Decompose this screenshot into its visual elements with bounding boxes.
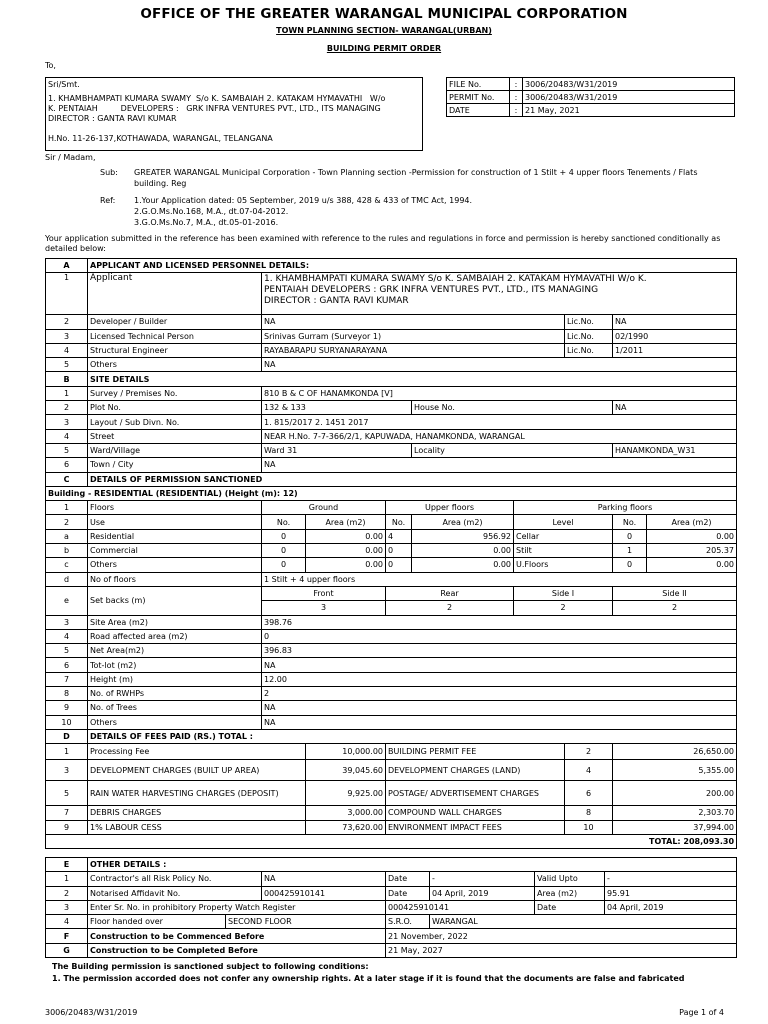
fee-amount: 3,000.00 (306, 806, 386, 820)
row-number: a (46, 529, 88, 543)
rear-value: 2 (386, 601, 514, 615)
road-affected-label: Road affected area (m2) (88, 629, 262, 643)
fee-number: 2 (565, 744, 613, 760)
date-label: Date (386, 886, 430, 900)
others-label: Others (88, 358, 262, 372)
section-letter: E (46, 858, 88, 872)
level-header: Level (514, 515, 613, 529)
conditions-block (52, 961, 684, 985)
area-header: Area (m2) (412, 515, 514, 529)
developer-value: NA (262, 315, 565, 329)
sro-value: WARANGAL (430, 915, 737, 929)
survey-value: 810 B & C OF HANAMKONDA [V] (262, 386, 737, 400)
applicant-value: 1. KHAMBHAMPATI KUMARA SWAMY S/o K. SAMBAIAH 2. KATAKAM HYMAVATHI W/o K. PENTAIAH DEVELOPERS : GRK INFRA VENTURES PVT., LTD., ITS MANAGING DIRECTOR : GANTA RAVI KUMAR (262, 273, 737, 315)
date-label: DATE (447, 104, 510, 117)
ground-no: 0 (262, 544, 306, 558)
side2-header: Side II (613, 586, 737, 600)
ward-label: Ward/Village (88, 443, 262, 457)
layout-value: 1. 815/2017 2. 1451 2017 (262, 415, 737, 429)
technical-person-value: Srinivas Gurram (Surveyor 1) (262, 329, 565, 343)
no-header: No. (613, 515, 647, 529)
fee-label: RAIN WATER HARVESTING CHARGES (DEPOSIT) (88, 781, 306, 806)
height-value: 12.00 (262, 672, 737, 686)
condition-1: 1. The permission accorded does not confer any ownership rights. At a later stage if it is found that the documents are false and fabricated (52, 974, 685, 983)
reference-label: Ref: (100, 196, 116, 205)
conditions-intro: The Building permission is sanctioned subject to following conditions: (52, 962, 369, 971)
side1-header: Side I (514, 586, 613, 600)
order-title: BUILDING PERMIT ORDER (326, 44, 442, 53)
upper-area: 0.00 (412, 558, 514, 572)
row-number: 4 (46, 343, 88, 357)
lic-no-label: Lic.No. (565, 315, 613, 329)
section-letter: C (46, 472, 88, 486)
front-value: 3 (262, 601, 386, 615)
developer-label: Developer / Builder (88, 315, 262, 329)
upper-no: 0 (386, 558, 412, 572)
section-subtitle: TOWN PLANNING SECTION- WARANGAL(URBAN) (276, 26, 492, 35)
fee-amount: 39,045.60 (306, 760, 386, 781)
commence-label: Construction to be Commenced Before (88, 929, 386, 943)
tot-lot-label: Tot-lot (m2) (88, 658, 262, 672)
address-box (45, 77, 423, 151)
area-header: Area (m2) (647, 515, 737, 529)
parking-level: U.Floors (514, 558, 613, 572)
reference-2: 2.G.O.Ms.No.168, M.A., dt.07-04-2012. (134, 207, 289, 216)
fee-amount: 73,620.00 (306, 820, 386, 834)
fee-amount: 10,000.00 (306, 744, 386, 760)
fee-number: 8 (565, 806, 613, 820)
row-number: 2 (46, 886, 88, 900)
fee-label: DEBRIS CHARGES (88, 806, 306, 820)
file-no-value: 3006/20483/W31/2019 (523, 78, 735, 91)
sro-label: S.R.O. (386, 915, 430, 929)
row-number: b (46, 544, 88, 558)
section-title: DETAILS OF PERMISSION SANCTIONED (88, 472, 737, 486)
fee-label: COMPOUND WALL CHARGES (386, 806, 565, 820)
floors-label: Floors (88, 501, 262, 515)
to-label: To, (45, 61, 56, 70)
row-number: 7 (46, 672, 88, 686)
lic-no-value: NA (613, 315, 737, 329)
fee-number: 5 (46, 781, 88, 806)
area-label: Area (m2) (535, 886, 605, 900)
upper-area: 0.00 (412, 544, 514, 558)
date-label: Date (386, 872, 430, 886)
section-title: SITE DETAILS (88, 372, 737, 386)
row-number: 2 (46, 515, 88, 529)
rwhp-value: 2 (262, 687, 737, 701)
fee-label: Processing Fee (88, 744, 306, 760)
row-number: 10 (46, 715, 88, 729)
parking-area: 0.00 (647, 529, 737, 543)
street-label: Street (88, 429, 262, 443)
others-value: NA (262, 358, 737, 372)
section-title: OTHER DETAILS : (88, 858, 737, 872)
fee-amount: 200.00 (613, 781, 737, 806)
file-info-table (446, 77, 735, 117)
row-number: 1 (46, 386, 88, 400)
file-no-label: FILE No. (447, 78, 510, 91)
date-label: Date (535, 900, 605, 914)
site-area-value: 398.76 (262, 615, 737, 629)
parking-level: Stilt (514, 544, 613, 558)
front-header: Front (262, 586, 386, 600)
valid-upto-label: Valid Upto (535, 872, 605, 886)
upper-area: 956.92 (412, 529, 514, 543)
page-number: Page 1 of 4 (679, 1008, 724, 1017)
date-value: 04 April, 2019 (430, 886, 535, 900)
applicant-label: Applicant (88, 273, 262, 315)
plot-label: Plot No. (88, 401, 262, 415)
date-value: 21 May, 2021 (523, 104, 735, 117)
building-type: Building - RESIDENTIAL (RESIDENTIAL) (Height (m): 12) (46, 486, 737, 500)
road-affected-value: 0 (262, 629, 737, 643)
fee-amount: 26,650.00 (613, 744, 737, 760)
row-number: 4 (46, 915, 88, 929)
fee-label: DEVELOPMENT CHARGES (BUILT UP AREA) (88, 760, 306, 781)
address-line-2: K. PENTAIAH DEVELOPERS : GRK INFRA VENTURES PVT., LTD., ITS MANAGING (48, 104, 381, 113)
others-label: Others (88, 715, 262, 729)
ground-no: 0 (262, 529, 306, 543)
use-label: Use (88, 515, 262, 529)
no-header: No. (262, 515, 306, 529)
fee-label: DEVELOPMENT CHARGES (LAND) (386, 760, 565, 781)
lic-no-label: Lic.No. (565, 343, 613, 357)
complete-label: Construction to be Completed Before (88, 943, 386, 957)
address-line-1: 1. KHAMBHAMPATI KUMARA SWAMY S/o K. SAMBAIAH 2. KATAKAM HYMAVATHI W/o (48, 94, 386, 103)
net-area-value: 396.83 (262, 644, 737, 658)
no-header: No. (386, 515, 412, 529)
ground-area: 0.00 (306, 558, 386, 572)
rear-header: Rear (386, 586, 514, 600)
affidavit-label: Notarised Affidavit No. (88, 886, 262, 900)
row-number: 3 (46, 329, 88, 343)
row-number: 2 (46, 401, 88, 415)
parking-no: 1 (613, 544, 647, 558)
upper-floors-header: Upper floors (386, 501, 514, 515)
row-number: 4 (46, 629, 88, 643)
house-no-value: NA (613, 401, 737, 415)
colon: : (510, 78, 523, 91)
plot-value: 132 & 133 (262, 401, 412, 415)
salutation: Sri/Smt. (48, 80, 80, 89)
fee-label: BUILDING PERMIT FEE (386, 744, 565, 760)
technical-person-label: Licensed Technical Person (88, 329, 262, 343)
fee-amount: 9,925.00 (306, 781, 386, 806)
row-number: 5 (46, 443, 88, 457)
trees-label: No. of Trees (88, 701, 262, 715)
reference-3: 3.G.O.Ms.No.7, M.A., dt.05-01-2016. (134, 218, 279, 227)
ground-area: 0.00 (306, 529, 386, 543)
town-label: Town / City (88, 458, 262, 472)
row-number: 4 (46, 429, 88, 443)
row-number: e (46, 586, 88, 615)
section-letter: A (46, 259, 88, 273)
others-value: NA (262, 715, 737, 729)
fees-total: TOTAL: 208,093.30 (46, 834, 737, 848)
upper-no: 4 (386, 529, 412, 543)
row-number: 1 (46, 273, 88, 315)
no-of-floors-value: 1 Stilt + 4 upper floors (262, 572, 737, 586)
area-header: Area (m2) (306, 515, 386, 529)
net-area-label: Net Area(m2) (88, 644, 262, 658)
page-title: OFFICE OF THE GREATER WARANGAL MUNICIPAL CORPORATION (140, 6, 628, 22)
address-line-3: DIRECTOR : GANTA RAVI KUMAR (48, 114, 177, 123)
fee-number: 6 (565, 781, 613, 806)
trees-value: NA (262, 701, 737, 715)
fee-label: 1% LABOUR CESS (88, 820, 306, 834)
rwhp-label: No. of RWHPs (88, 687, 262, 701)
town-value: NA (262, 458, 737, 472)
row-number: 1 (46, 872, 88, 886)
risk-policy-label: Contractor's all Risk Policy No. (88, 872, 262, 886)
site-area-label: Site Area (m2) (88, 615, 262, 629)
parking-no: 0 (613, 558, 647, 572)
fee-number: 3 (46, 760, 88, 781)
date-value: - (430, 872, 535, 886)
row-number: 2 (46, 315, 88, 329)
height-label: Height (m) (88, 672, 262, 686)
parking-no: 0 (613, 529, 647, 543)
section-letter: D (46, 729, 88, 743)
colon: : (510, 91, 523, 104)
commence-value: 21 November, 2022 (386, 929, 737, 943)
fee-number: 1 (46, 744, 88, 760)
complete-value: 21 May, 2027 (386, 943, 737, 957)
valid-upto-value: - (605, 872, 737, 886)
section-title: DETAILS OF FEES PAID (RS.) TOTAL : (88, 729, 737, 743)
intro-paragraph: Your application submitted in the reference has been examined with reference to the rules and regulations in force and permission is hereby sanctioned conditionally as detailed below: (45, 234, 721, 253)
structural-engineer-label: Structural Engineer (88, 343, 262, 357)
row-number: 3 (46, 615, 88, 629)
street-value: NEAR H.No. 7-7-366/2/1, KAPUWADA, HANAMKONDA, WARANGAL (262, 429, 737, 443)
side1-value: 2 (514, 601, 613, 615)
section-letter: G (46, 943, 88, 957)
parking-level: Cellar (514, 529, 613, 543)
fee-label: POSTAGE/ ADVERTISEMENT CHARGES (386, 781, 565, 806)
parking-area: 205.37 (647, 544, 737, 558)
house-no-label: House No. (412, 401, 613, 415)
other-details-table (45, 857, 737, 958)
permit-details-table (45, 258, 737, 849)
date-value: 04 April, 2019 (605, 900, 737, 914)
fee-label: ENVIRONMENT IMPACT FEES (386, 820, 565, 834)
affidavit-value: 000425910141 (262, 886, 386, 900)
row-number: 3 (46, 415, 88, 429)
fee-number: 4 (565, 760, 613, 781)
floor-handed-label: Floor handed over (88, 915, 226, 929)
lic-no-value: 02/1990 (613, 329, 737, 343)
subject-text: GREATER WARANGAL Municipal Corporation - Town Planning section -Permission for construction of 1 Stilt + 4 upper floors Tenements / Flats building. Reg (134, 168, 698, 188)
fee-amount: 5,355.00 (613, 760, 737, 781)
row-number: 6 (46, 458, 88, 472)
lic-no-value: 1/2011 (613, 343, 737, 357)
tot-lot-value: NA (262, 658, 737, 672)
use-type: Residential (88, 529, 262, 543)
area-value: 95.91 (605, 886, 737, 900)
setbacks-label: Set backs (m) (88, 586, 262, 615)
fee-amount: 37,994.00 (613, 820, 737, 834)
lic-no-label: Lic.No. (565, 329, 613, 343)
survey-label: Survey / Premises No. (88, 386, 262, 400)
ground-area: 0.00 (306, 544, 386, 558)
use-type: Commercial (88, 544, 262, 558)
floor-handed-value: SECOND FLOOR (226, 915, 386, 929)
fee-number: 10 (565, 820, 613, 834)
row-number: 5 (46, 644, 88, 658)
property-watch-value: 000425910141 (386, 900, 535, 914)
permit-no-value: 3006/20483/W31/2019 (523, 91, 735, 104)
row-number: 8 (46, 687, 88, 701)
row-number: 6 (46, 658, 88, 672)
row-number: 9 (46, 701, 88, 715)
use-type: Others (88, 558, 262, 572)
reference-1: 1.Your Application dated: 05 September, 2019 u/s 388, 428 & 433 of TMC Act, 1994. (134, 196, 473, 205)
fee-number: 7 (46, 806, 88, 820)
footer-file-no: 3006/20483/W31/2019 (45, 1008, 138, 1017)
locality-value: HANAMKONDA_W31 (613, 443, 737, 457)
layout-label: Layout / Sub Divn. No. (88, 415, 262, 429)
no-of-floors-label: No of floors (88, 572, 262, 586)
row-number: 1 (46, 501, 88, 515)
ground-header: Ground (262, 501, 386, 515)
section-letter: F (46, 929, 88, 943)
greeting: Sir / Madam, (45, 153, 96, 162)
parking-area: 0.00 (647, 558, 737, 572)
parking-floors-header: Parking floors (514, 501, 737, 515)
row-number: d (46, 572, 88, 586)
fee-amount: 2,303.70 (613, 806, 737, 820)
structural-engineer-value: RAYABARAPU SURYANARAYANA (262, 343, 565, 357)
row-number: c (46, 558, 88, 572)
ward-value: Ward 31 (262, 443, 412, 457)
fee-number: 9 (46, 820, 88, 834)
section-letter: B (46, 372, 88, 386)
side2-value: 2 (613, 601, 737, 615)
permit-no-label: PERMIT No. (447, 91, 510, 104)
property-watch-label: Enter Sr. No. in prohibitory Property Watch Register (88, 900, 386, 914)
risk-policy-value: NA (262, 872, 386, 886)
subject-label: Sub: (100, 168, 118, 177)
locality-label: Locality (412, 443, 613, 457)
colon: : (510, 104, 523, 117)
address-line-4: H.No. 11-26-137,KOTHAWADA, WARANGAL, TELANGANA (48, 134, 273, 143)
ground-no: 0 (262, 558, 306, 572)
row-number: 3 (46, 900, 88, 914)
section-title: APPLICANT AND LICENSED PERSONNEL DETAILS: (88, 259, 737, 273)
row-number: 5 (46, 358, 88, 372)
upper-no: 0 (386, 544, 412, 558)
